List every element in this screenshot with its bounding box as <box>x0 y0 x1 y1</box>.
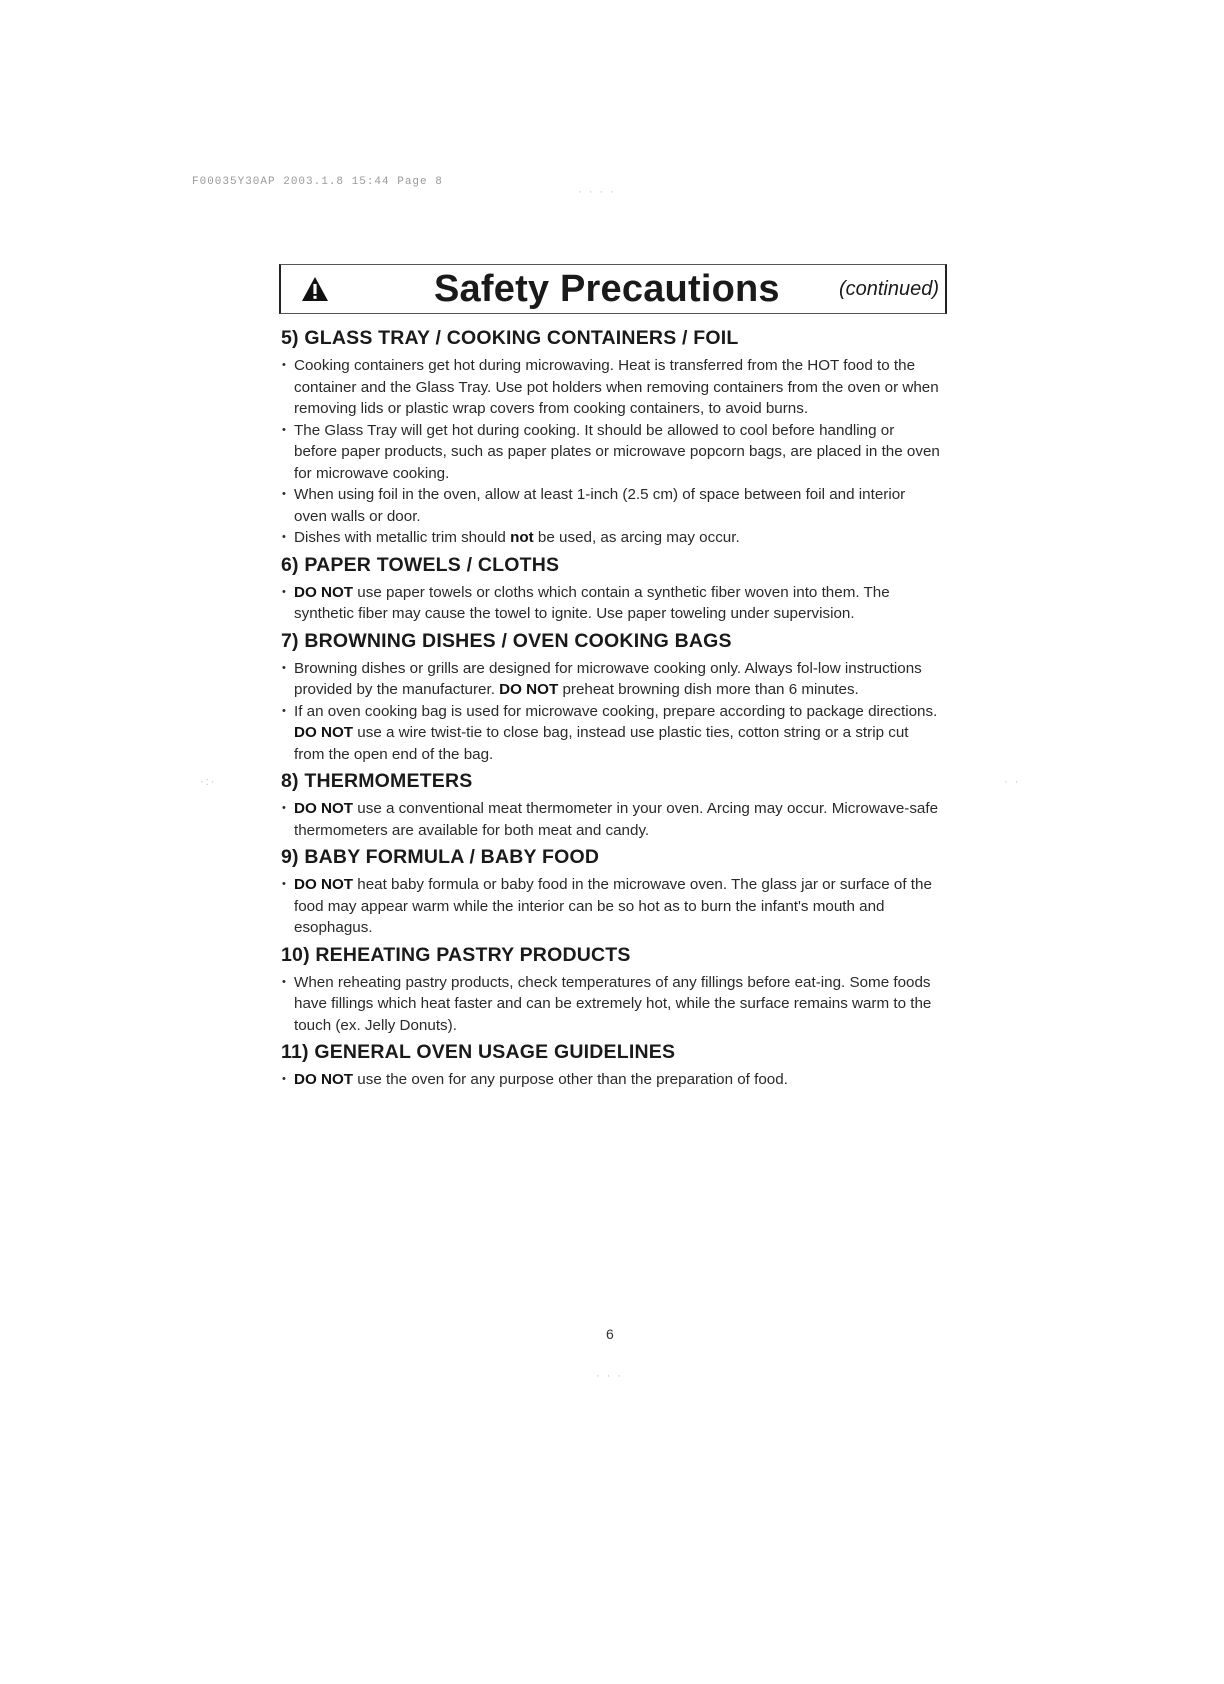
section-heading: 6) PAPER TOWELS / CLOTHS <box>281 553 560 576</box>
section <box>281 1040 941 1091</box>
section <box>281 629 941 766</box>
scan-speck: ·:· <box>200 776 217 788</box>
bullet-item <box>281 874 941 939</box>
section-heading: 10) REHEATING PASTRY PRODUCTS <box>281 943 631 966</box>
bullet-item <box>281 701 941 766</box>
bullet-list <box>281 355 941 549</box>
warning-triangle-icon <box>301 276 329 302</box>
section <box>281 943 941 1037</box>
safety-sections <box>281 326 941 1095</box>
scan-speck: · · · <box>596 1370 624 1382</box>
bullet-item <box>281 658 941 701</box>
bullet-item <box>281 1069 941 1091</box>
bullet-list <box>281 798 941 841</box>
body-text: use the oven for any purpose other than the preparation of food. <box>353 1071 788 1088</box>
body-text: use a conventional meat thermometer in your oven. Arcing may occur. Microwave-safe thermometers are available for both meat and candy. <box>294 800 939 839</box>
emphasis-text: DO NOT <box>499 681 559 698</box>
emphasis-text: DO NOT <box>294 583 354 601</box>
page-title: Safety Precautions <box>434 268 780 310</box>
section-heading: 11) GENERAL OVEN USAGE GUIDELINES <box>281 1041 676 1063</box>
bullet-item <box>281 420 941 485</box>
body-text: heat baby formula or baby food in the microwave oven. The glass jar or surface of the food may appear warm while the interior can be so hot as to burn the infant's mouth and esophagus. <box>294 876 932 936</box>
body-text: Browning dishes or grills are designed for microwave cooking only. Always fol-low instructions provided by the manufacturer. <box>294 659 922 698</box>
body-text: Cooking containers get hot during microwaving. Heat is transferred from the HOT food to the container and the Glass Tray. Use pot holders when removing containers from the oven or when removing lids or plastic wrap covers from cooking containers, to avoid burns. <box>294 357 939 417</box>
scan-speck: · · · · <box>578 186 616 198</box>
section <box>281 326 941 549</box>
bullet-item <box>281 972 941 1037</box>
body-text: The Glass Tray will get hot during cooking. It should be allowed to cool before handling or before paper products, such as paper plates or microwave popcorn bags, are placed in the oven for microwave cooking. <box>294 421 940 482</box>
bullet-item <box>281 582 941 625</box>
bullet-list <box>281 658 941 766</box>
emphasis-text: DO NOT <box>294 876 354 893</box>
body-text: When reheating pastry products, check temperatures of any fillings before eat-ing. Some foods have fillings which heat faster and can be extremely hot, while the surface remains warm to the touch (ex. Jelly Donuts). <box>294 973 932 1034</box>
emphasis-text: DO NOT <box>294 1071 354 1088</box>
bullet-list <box>281 1069 941 1091</box>
body-text: use paper towels or cloths which contain a synthetic fiber woven into them. The synthetic fiber may cause the towel to ignite. Use paper toweling under supervision. <box>294 583 890 622</box>
bullet-item <box>281 798 941 841</box>
section <box>281 769 941 841</box>
emphasis-text: DO NOT <box>294 724 354 741</box>
body-text: Dishes with metallic trim should <box>294 529 511 546</box>
bullet-list <box>281 972 941 1037</box>
title-box <box>279 264 947 314</box>
bullet-list <box>281 582 941 625</box>
continued-label: (continued) <box>838 278 939 300</box>
section <box>281 553 941 625</box>
section-heading: 9) BABY FORMULA / BABY FOOD <box>281 846 600 868</box>
bullet-item <box>281 355 941 420</box>
body-text: be used, as arcing may occur. <box>533 529 740 546</box>
emphasis-text: DO NOT <box>294 800 354 817</box>
print-header: F00035Y30AP 2003.1.8 15:44 Page 8 <box>192 176 443 188</box>
section-heading: 8) THERMOMETERS <box>281 770 473 792</box>
bullet-item <box>281 527 941 549</box>
body-text: If an oven cooking bag is used for microwave cooking, prepare according to package directions. <box>294 702 938 720</box>
section-heading: 7) BROWNING DISHES / OVEN COOKING BAGS <box>281 629 732 652</box>
page-number: 6 <box>606 1326 614 1342</box>
section-heading: 5) GLASS TRAY / COOKING CONTAINERS / FOIL <box>281 327 739 349</box>
section <box>281 845 941 939</box>
bullet-item <box>281 484 941 527</box>
body-text: use a wire twist-tie to close bag, instead use plastic ties, cotton string or a strip cut from the open end of the bag. <box>294 724 909 763</box>
body-text: preheat browning dish more than 6 minutes. <box>558 681 859 698</box>
bullet-list <box>281 874 941 939</box>
emphasis-text: not <box>510 529 534 546</box>
body-text: When using foil in the oven, allow at least 1-inch (2.5 cm) of space between foil and interior oven walls or door. <box>294 486 906 525</box>
scan-speck: · · <box>1004 776 1021 788</box>
